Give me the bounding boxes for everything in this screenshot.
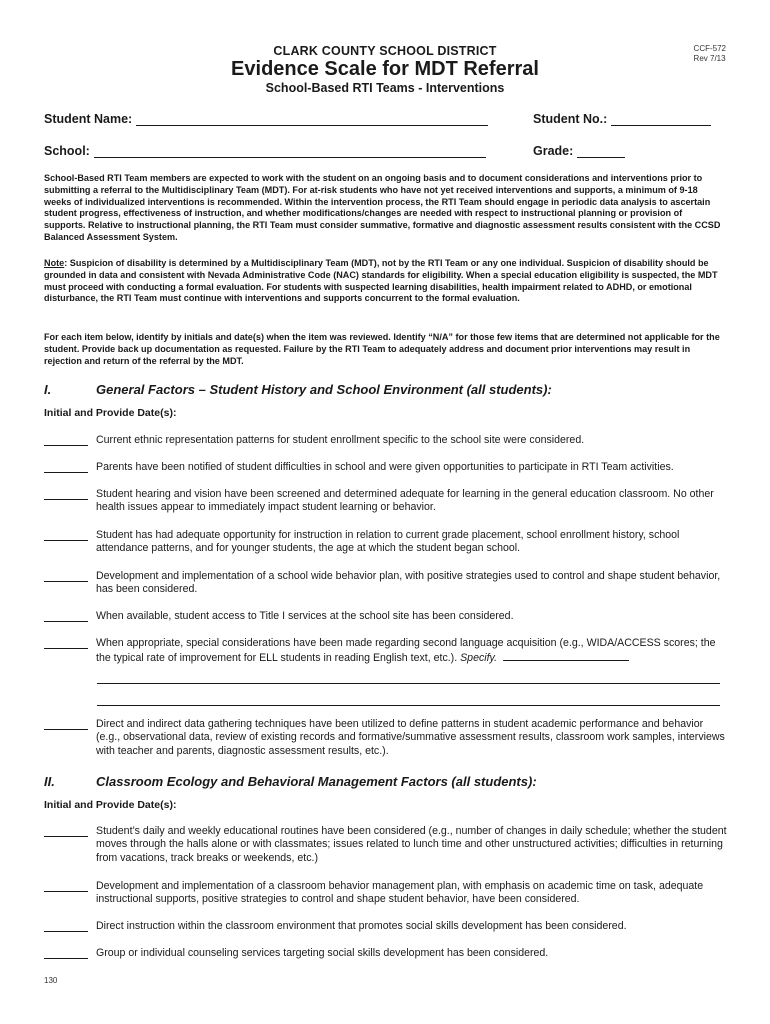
initials-blank[interactable] [44, 880, 88, 892]
instructions-paragraph: For each item below, identify by initials and date(s) when the item was reviewed. Identify “N/A” for those few items that are determined not applicable for the student. Provide back up documentation as requested. Failure by the RTI Team to adequately address and document prior interventions may result in rejection and return of the referral by the MDT. [44, 332, 720, 366]
item-text: Student hearing and vision have been screened and determined adequate for learning in the general education classroom. No other health issues appear to immediately impact student learning or behavior. [96, 488, 714, 514]
section-2-number: II. [44, 774, 55, 789]
checklist-item [44, 920, 728, 933]
section-2-heading [44, 774, 734, 789]
section-1-title: General Factors – Student History and School Environment (all students): [96, 382, 552, 397]
specify-line-1[interactable] [97, 683, 720, 684]
specify-label: Specify. [460, 652, 498, 665]
section-2-init-label: Initial and Provide Date(s): [44, 799, 177, 811]
item-text: Direct and indirect data gathering techniques have been utilized to define patterns in student academic performance and behavior (e.g., observational data, review of existing records and formative/summative assessment results, classroom work samples, interviews with teacher and parents, diagnostic assessment results, etc.). [96, 718, 725, 757]
page-subtitle: School-Based RTI Teams - Interventions [265, 81, 505, 95]
student-no-row [533, 112, 711, 126]
item-text: Parents have been notified of student difficulties in school and were given opportunities to participate in RTI Team activities. [96, 461, 674, 473]
initials-blank[interactable] [44, 718, 88, 730]
initials-blank[interactable] [44, 570, 88, 582]
grade-row [533, 144, 625, 158]
section-1-heading [44, 382, 734, 397]
initials-blank[interactable] [44, 947, 88, 959]
item-text: Group or individual counseling services targeting social skills development has been considered. [96, 947, 549, 959]
checklist-item [44, 718, 728, 758]
district-name: CLARK COUNTY SCHOOL DISTRICT [273, 44, 497, 58]
initials-blank[interactable] [44, 825, 88, 837]
specify-field[interactable] [503, 650, 629, 661]
school-label: School: [44, 144, 90, 158]
checklist-item [44, 637, 728, 666]
student-name-field[interactable] [136, 113, 488, 126]
page-number: 130 [44, 976, 58, 985]
page-title: Evidence Scale for MDT Referral [231, 58, 539, 80]
student-no-field[interactable] [611, 113, 711, 126]
student-no-label: Student No.: [533, 112, 608, 126]
checklist-item [44, 488, 728, 515]
item-text: Current ethnic representation patterns for student enrollment specific to the school site were considered. [96, 434, 585, 446]
school-field[interactable] [94, 145, 486, 158]
initials-blank[interactable] [44, 637, 88, 649]
initials-blank[interactable] [44, 920, 88, 932]
checklist-item [44, 880, 728, 907]
student-name-row [44, 112, 488, 126]
item-text: Direct instruction within the classroom environment that promotes social skills development has been considered. [96, 920, 627, 932]
checklist-item [44, 825, 728, 865]
checklist-item [44, 434, 728, 447]
form-revision: Rev 7/13 [693, 54, 726, 63]
checklist-item [44, 610, 728, 623]
initials-blank[interactable] [44, 461, 88, 473]
intro-paragraph: School-Based RTI Team members are expected to work with the student on an ongoing basis and to document considerations and interventions prior to submitting a referral to the Multidisciplinary Team (MDT). For at-risk students who have not yet received interventions and supports, a minimum of 9-18 weeks of individualized interventions is recommended. Within the intervention process, the RTI Team should engage in periodic data analysis to ascertain student progress, effectiveness of instruction, and whether modifications/changes are needed with respect to instructional planning or provision of supports. Relative to instructional planning, the RTI Team must consider summative, formative and diagnostic assessment results consistent with the CCSD Balanced Assessment System. [44, 173, 721, 242]
checklist-item [44, 461, 728, 474]
initials-blank[interactable] [44, 610, 88, 622]
item-text: Development and implementation of a school wide behavior plan, with positive strategies used to control and shape student behavior, has been considered. [96, 570, 721, 596]
item-text: Development and implementation of a classroom behavior management plan, with emphasis on academic time on task, adequate instructional supports, positive strategies to control and shape student behavior, have been considered. [96, 880, 704, 906]
checklist-item [44, 947, 728, 960]
initials-blank[interactable] [44, 434, 88, 446]
initials-blank[interactable] [44, 488, 88, 500]
note-paragraph [44, 258, 724, 305]
item-text: Student’s daily and weekly educational routines have been considered (e.g., number of changes in daily schedule; whether the student moves through the halls alone or with classmates; issues related to lunch time and other unstructured activities; difficulties in returning from vacations, track breaks or weekends, etc.) [96, 825, 727, 864]
section-1-init-label: Initial and Provide Date(s): [44, 407, 177, 419]
item-text: Student has had adequate opportunity for instruction in relation to current grade placement, school enrollment history, school attendance patterns, and for younger students, the age at which the student began school. [96, 529, 680, 555]
item-text [96, 637, 728, 666]
school-row [44, 144, 486, 158]
note-text: : Suspicion of disability is determined by a Multidisciplinary Team (MDT), not by the RTI Team or any one individual. Suspicion of disability should be grounded in data and consistent with Nevada Administrative Code (NAC) standards for eligibility. When a special education eligibility is suspected, the MDT must proceed with conducting a formal evaluation. For students with suspected learning disabilities, health impairment related to ADHD, or emotional disturbance, the RTI Team must continue with interventions and supports concurrent to the formal evaluation. [44, 258, 718, 304]
grade-field[interactable] [577, 145, 625, 158]
form-code: CCF-572 [693, 44, 726, 53]
specify-line-2[interactable] [97, 705, 720, 706]
note-label: Note [44, 258, 65, 268]
item-text-main: When appropriate, special considerations have been made regarding second language acquisition (e.g., WIDA/ACCESS scores; the the typical rate of improvement for ELL students in reading English text, etc.). [96, 637, 716, 665]
item-text: When available, student access to Title I services at the school site has been considered. [96, 610, 514, 622]
student-name-label: Student Name: [44, 112, 133, 126]
section-1-number: I. [44, 382, 52, 397]
checklist-item [44, 570, 728, 597]
grade-label: Grade: [533, 144, 574, 158]
initials-blank[interactable] [44, 529, 88, 541]
section-2-title: Classroom Ecology and Behavioral Management Factors (all students): [96, 774, 537, 789]
checklist-item [44, 529, 728, 556]
